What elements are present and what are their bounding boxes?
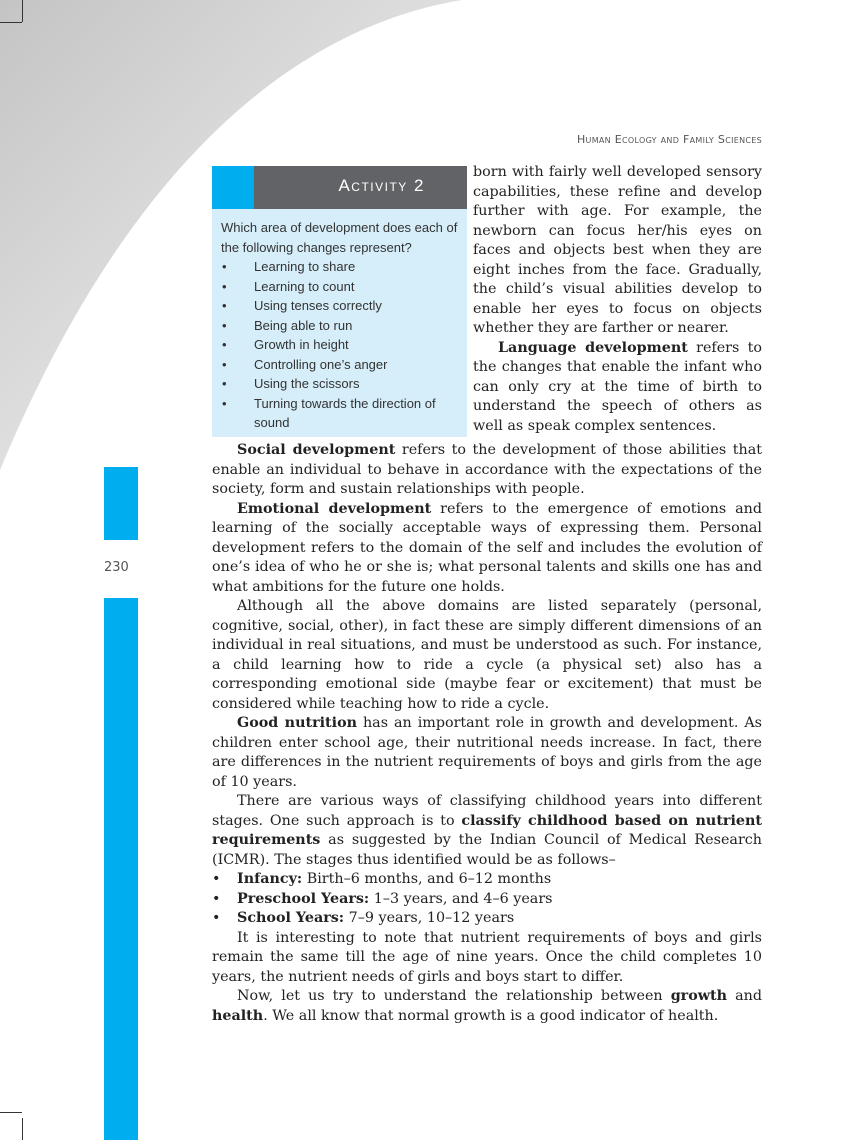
nine-years-paragraph: It is interesting to note that nutrient requirements of boys and girls remain the same till the age of nine years. Once the child completes 10 years, the nutrient needs of girls and boys start to differ. — [212, 929, 762, 985]
social-paragraph — [212, 441, 762, 500]
activity-body — [212, 209, 467, 433]
stage-label: School Years: — [237, 910, 345, 926]
running-header: Human Ecology and Family Sciences — [576, 133, 762, 146]
emotional-text: refers to the emergence of emotions and learning of the socially acceptable ways of expressing them. Personal development refers to the domain of the self and includes the evolution of one’s idea of who he or she is; what personal talents and skills one has and what ambitions for the future one holds. — [212, 500, 762, 595]
activity-header — [212, 166, 467, 209]
nutrition-term: Good nutrition — [237, 715, 357, 731]
nutrition-text: has an important role in growth and development. As children enter school age, their nutritional needs increase. In fact, there are differences in the nutrient requirements of boys and girls from the age of 10 years. — [212, 715, 762, 790]
stage-label: Preschool Years: — [237, 890, 370, 907]
activity-item: • Using tenses correctly — [221, 296, 459, 316]
classify-post: as suggested by the Indian Council of Medical Research (ICMR). The stages thus identified would be as follows– — [212, 832, 762, 868]
growth-post: . We all know that normal growth is a good indicator of health. — [263, 1007, 719, 1024]
activity-item: • Turning towards the direction of sound — [221, 394, 459, 433]
social-text: refers to the development of those abilities that enable an individual to behave in accordance with the expectations of the society, form and sustain relationships with people. — [212, 442, 762, 497]
stage-range: 1–3 years, and 4–6 years — [369, 890, 553, 907]
emotional-paragraph — [212, 500, 762, 598]
emotional-term: Emotional development — [237, 500, 432, 517]
growth-term: growth — [670, 988, 728, 1004]
sensory-paragraph: born with fairly well developed sensory capabilities, these refine and develop further with age. For example, the newborn can focus her/his eyes on faces and objects best when they are eight inches from the face. Gradually, the child’s visual abilities develop to enable her eyes to focus on objects whether they are farther or nearer. — [473, 164, 762, 336]
activity-item: • Learning to count — [221, 277, 459, 297]
crop-mark — [0, 22, 22, 23]
side-bar-top — [104, 467, 138, 540]
page-number: 230 — [104, 560, 129, 575]
main-text — [212, 441, 762, 1026]
domains-paragraph: Although all the above domains are listed separately (personal, cognitive, social, other), in fact these are simply different dimensions of an individual in real situations, and must be understood as such. For instance, a child learning how to ride a cycle (a physical set) also has a corresponding emotional side (maybe fear or excitement) that must be considered while teaching how to ride a cycle. — [212, 598, 762, 712]
classify-pre: There are various ways of classifying childhood years into different stages. One such approach is to — [212, 793, 762, 829]
activity-list — [221, 257, 459, 433]
growth-pre: Now, let us try to understand the relationship between — [237, 988, 671, 1004]
stage-item — [212, 909, 762, 929]
classify-term: classify childhood based on nutrient requirements — [212, 812, 762, 848]
activity-question: Which area of development does each of the following changes represent? — [221, 220, 458, 255]
stage-range: 7–9 years, 10–12 years — [344, 910, 515, 926]
language-term: Language development — [498, 339, 688, 356]
activity-item: • Learning to share — [221, 257, 459, 277]
activity-item: • Controlling one’s anger — [221, 355, 459, 375]
stage-item — [212, 890, 762, 910]
social-term: Social development — [237, 442, 396, 458]
health-term: health — [212, 1007, 264, 1024]
activity-item: • Growth in height — [221, 335, 459, 355]
crop-mark — [0, 1112, 22, 1113]
crop-mark — [22, 0, 23, 22]
side-bar-bottom — [104, 598, 138, 1140]
nutrition-paragraph — [212, 714, 762, 792]
stage-label: Infancy: — [237, 871, 303, 887]
language-paragraph — [473, 339, 762, 437]
crop-mark — [22, 1118, 23, 1140]
stage-range: Birth–6 months, and 6–12 months — [302, 871, 552, 887]
classify-paragraph — [212, 792, 762, 870]
stage-item — [212, 870, 762, 890]
growth-mid: and — [727, 988, 762, 1004]
language-text: refers to the changes that enable the infant who can only cry at the time of birth to understand the speech of others as well as speak complex sentences. — [473, 339, 762, 434]
right-column-text — [473, 163, 762, 436]
activity-title: Activity 2 — [338, 176, 425, 195]
activity-box — [212, 166, 467, 437]
stages-list — [212, 870, 762, 929]
growth-paragraph — [212, 987, 762, 1026]
activity-header-accent — [212, 166, 254, 209]
activity-item: • Using the scissors — [221, 374, 459, 394]
activity-item: • Being able to run — [221, 316, 459, 336]
